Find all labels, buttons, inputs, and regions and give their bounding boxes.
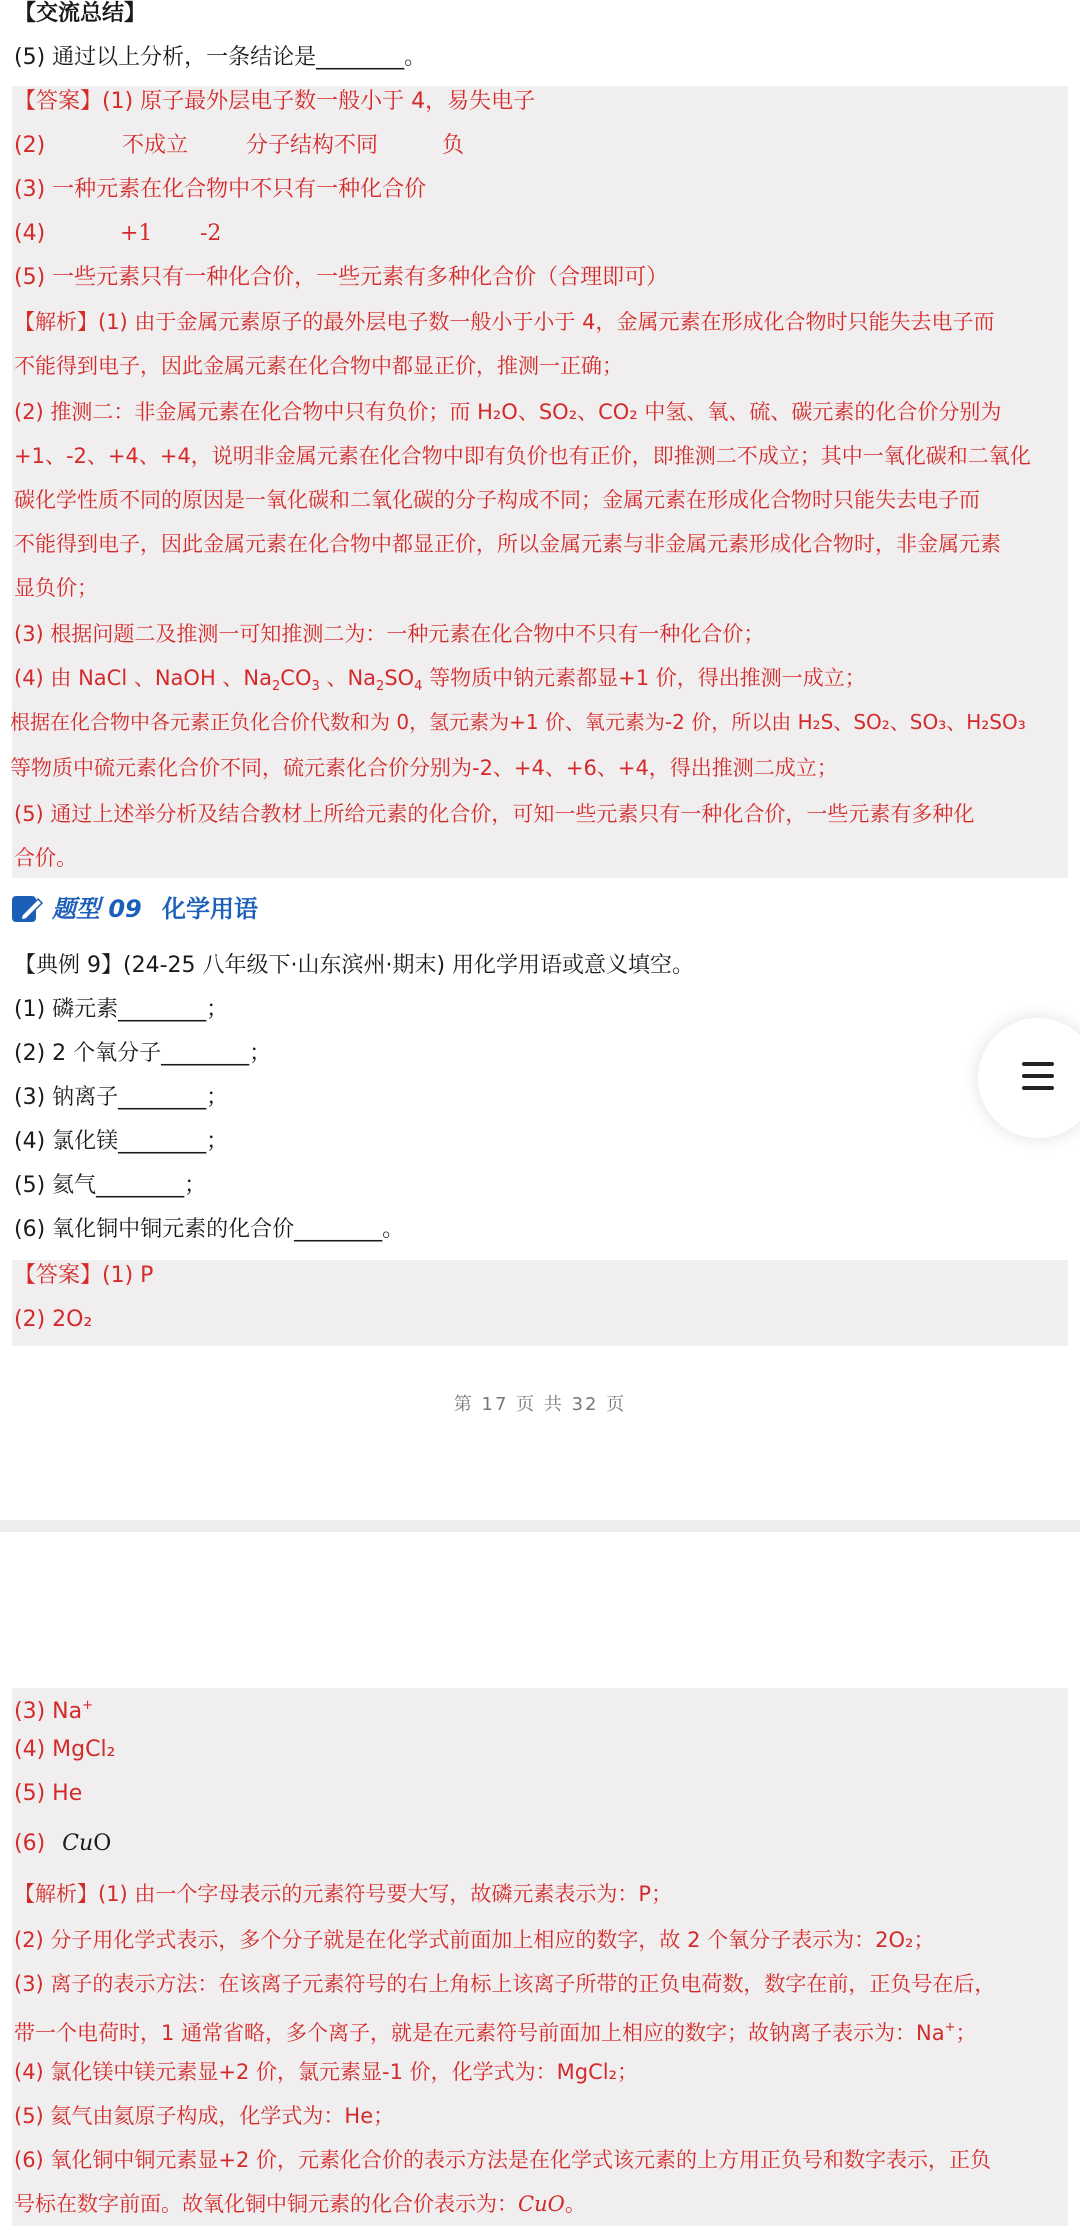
answer-5: (5) 一些元素只有一种化合价，一些元素有多种化合价（合理即可） bbox=[14, 265, 669, 290]
answer-2 bbox=[0, 124, 1080, 168]
analysis-line-7: 显负价； bbox=[14, 576, 98, 600]
analysis-line-4: +1、-2、+4、+4，说明非金属元素在化合物中即有负价也有正价，即推测二不成立；其中一氧化碳和二氧化 bbox=[14, 444, 1031, 468]
formula-part: CO bbox=[280, 666, 312, 690]
section-title: 题型 09 bbox=[52, 895, 142, 923]
analysis2-line-2: (2) 分子用化学式表示，多个分子就是在化学式前面加上相应的数字，故 2 个氧分子表示为：2O₂； bbox=[14, 1928, 935, 1952]
answer2-6-index: (6) bbox=[14, 1831, 46, 1856]
answer2-2: (2) 2O₂ bbox=[14, 1307, 93, 1332]
edit-icon bbox=[10, 893, 44, 925]
answer-4 bbox=[0, 212, 1080, 256]
analysis2-line-4-end: ； bbox=[955, 2021, 977, 2045]
analysis-line-12: (5) 通过上述举分析及结合教材上所给元素的化合价，可知一些元素只有一种化合价，一些元素有多种化 bbox=[14, 802, 975, 826]
answer-2-value-3: 负 bbox=[442, 133, 465, 158]
answer-2-value-1: 不成立 bbox=[122, 133, 189, 158]
section-header: 【交流总结】 bbox=[14, 1, 147, 26]
section-name: 化学用语 bbox=[162, 895, 258, 923]
answer2-4: (4) MgCl₂ bbox=[14, 1737, 116, 1762]
example-intro: 【典例 9】(24-25 八年级下·山东滨州·期末) 用化学用语或意义填空。 bbox=[14, 953, 695, 978]
answer2-6 bbox=[0, 1822, 1080, 1866]
analysis2-line-1: 【解析】(1) 由一个字母表示的元素符号要大写，故磷元素表示为：P； bbox=[14, 1882, 673, 1906]
analysis-line-9-pre: (4) 由 NaCl 、NaOH 、Na bbox=[14, 666, 272, 690]
analysis-line-10: 根据在化合物中各元素正负化合价代数和为 0，氢元素为+1 价、氧元素为-2 价，所以由 H₂S、SO₂、SO₃、H₂SO₃ bbox=[10, 710, 1026, 734]
superscript: + bbox=[82, 1698, 94, 1713]
answer-4-value-1: +1 bbox=[120, 221, 153, 246]
question-5: (5) 通过以上分析，一条结论是________。 bbox=[14, 45, 427, 70]
answer-2-index: (2) bbox=[14, 133, 46, 158]
answer-3: (3) 一种元素在化合物中不只有一种化合价 bbox=[14, 177, 427, 202]
example-q1: (1) 磷元素________； bbox=[14, 997, 229, 1022]
menu-icon bbox=[1022, 1062, 1054, 1092]
example-q2: (2) 2 个氧分子________； bbox=[14, 1041, 272, 1066]
example-q4: (4) 氯化镁________； bbox=[14, 1129, 229, 1154]
answer2-1: 【答案】(1) P bbox=[14, 1263, 154, 1288]
formula: CuO bbox=[518, 2192, 565, 2216]
analysis-line-13: 合价。 bbox=[14, 846, 77, 870]
section-heading bbox=[10, 889, 1068, 929]
page-number: 第 17 页 共 32 页 bbox=[453, 1394, 627, 1415]
analysis2-line-3: (3) 离子的表示方法：在该离子元素符号的右上角标上该离子所带的正负电荷数，数字在前，正负号在后， bbox=[14, 1972, 996, 1996]
analysis-line-8: (3) 根据问题二及推测一可知推测二为：一种元素在化合物中不只有一种化合价； bbox=[14, 622, 765, 646]
answer-4-value-2: -2 bbox=[200, 221, 222, 246]
analysis2-line-8 bbox=[0, 2182, 1080, 2226]
analysis-line-3: (2) 推测二：非金属元素在化合物中只有负价；而 H₂O、SO₂、CO₂ 中氢、氧、硫、碳元素的化合价分别为 bbox=[14, 400, 1002, 424]
analysis-line-9-post: 等物质中钠元素都显+1 价，得出推测一成立； bbox=[422, 666, 866, 690]
answer-1: 【答案】(1) 原子最外层电子数一般小于 4，易失电子 bbox=[14, 89, 536, 114]
analysis-line-11: 等物质中硫元素化合价不同，硫元素化合价分别为-2、+4、+6、+4，得出推测二成立； bbox=[10, 756, 838, 780]
analysis2-line-8-text: 号标在数字前面。故氧化铜中铜元素的化合价表示为： bbox=[14, 2192, 518, 2216]
subscript: 2 bbox=[376, 679, 385, 694]
analysis2-line-5: (4) 氯化镁中镁元素显+2 价，氯元素显-1 价，化学式为：MgCl₂； bbox=[14, 2060, 639, 2084]
analysis2-line-4-text: 带一个电荷时，1 通常省略，多个离子，就是在元素符号前面加上相应的数字；故钠离子表示为：Na bbox=[14, 2021, 945, 2045]
oxygen-symbol: O bbox=[93, 1831, 112, 1856]
copper-symbol: Cu bbox=[62, 1831, 94, 1856]
analysis-line-1: 【解析】(1) 由于金属元素原子的最外层电子数一般小于小于 4，金属元素在形成化合物时只能失去电子而 bbox=[14, 310, 995, 334]
example-q6: (6) 氧化铜中铜元素的化合价________。 bbox=[14, 1217, 405, 1242]
answer2-3 bbox=[0, 1684, 1080, 1728]
analysis-line-5: 碳化学性质不同的原因是一氧化碳和二氧化碳的分子构成不同；金属元素在形成化合物时只能失去电子而 bbox=[14, 488, 980, 512]
answer2-5: (5) He bbox=[14, 1781, 83, 1806]
example-q3: (3) 钠离子________； bbox=[14, 1085, 229, 1110]
formula-part: 、Na bbox=[319, 666, 377, 690]
copper-oxide-valence bbox=[62, 1822, 111, 1866]
example-q5: (5) 氦气________； bbox=[14, 1173, 207, 1198]
subscript: 2 bbox=[272, 679, 281, 694]
analysis-line-9 bbox=[0, 656, 1080, 700]
answer-2-value-2: 分子结构不同 bbox=[246, 133, 379, 158]
superscript: + bbox=[944, 2020, 956, 2035]
analysis2-line-6: (5) 氦气由氦原子构成，化学式为：He； bbox=[14, 2104, 395, 2128]
analysis2-line-7: (6) 氧化铜中铜元素显+2 价，元素化合价的表示方法是在化学式该元素的上方用正负号和数字表示，正负 bbox=[14, 2148, 992, 2172]
analysis-line-6: 不能得到电子，因此金属元素在化合物中都显正价，所以金属元素与非金属元素形成化合物时，非金属元素 bbox=[14, 532, 1001, 556]
subscript: 3 bbox=[311, 679, 320, 694]
formula-part: SO bbox=[384, 666, 415, 690]
analysis2-line-4 bbox=[0, 2006, 1080, 2050]
analysis2-line-8-end: 。 bbox=[564, 2192, 586, 2216]
copper-oxide-valence-inline bbox=[518, 2182, 565, 2226]
page-separator bbox=[0, 1520, 1080, 1532]
subscript: 4 bbox=[414, 679, 423, 694]
analysis-line-2: 不能得到电子，因此金属元素在化合物中都显正价，推测一正确； bbox=[14, 354, 623, 378]
answer2-3-text: (3) Na bbox=[14, 1699, 83, 1724]
answer-4-index: (4) bbox=[14, 221, 46, 246]
